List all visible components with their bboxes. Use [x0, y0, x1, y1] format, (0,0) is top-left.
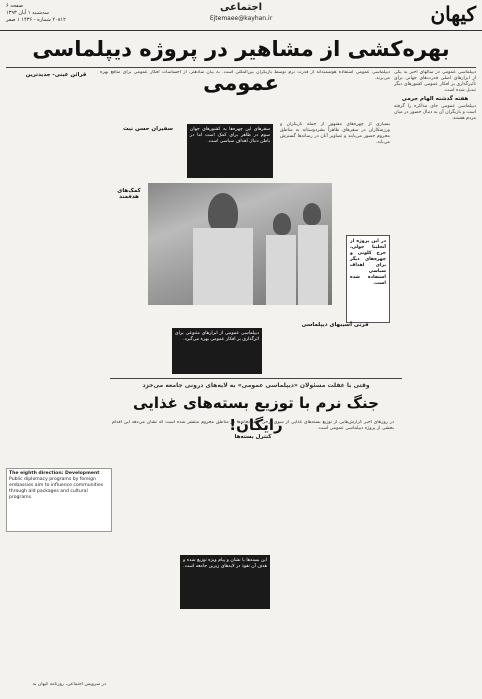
- article2-box: [180, 555, 270, 609]
- article1-subhead3: قرنی آسیبهای دیپلماسی: [301, 322, 369, 328]
- issue-date: سه‌شنبه ۱ آبان ۱۳۹۳: [6, 10, 49, 16]
- page-number: صفحه ۶: [6, 3, 23, 9]
- photo-child: [303, 203, 321, 225]
- quote-dark-text: دیپلماسی عمومی از ابزارهای متنوعی برای اثرگذاری بر افکار عمومی بهره می‌گیرد.: [175, 331, 259, 342]
- left-column: [6, 70, 106, 370]
- article1-intro: [100, 70, 390, 120]
- left-column-footer: [6, 682, 106, 694]
- article1-column-c: [112, 124, 184, 180]
- article1-subhead2: کمک‌های هدفمند: [117, 188, 141, 200]
- divider: [6, 67, 476, 68]
- masthead: [0, 0, 482, 31]
- article1-column-a: [280, 122, 390, 182]
- article2-box-text: این بسته‌ها با نشان و پیام ویژه توزیع شده و هدف آن نفوذ در لایه‌های زیرین جامعه است.: [183, 558, 267, 569]
- left-column-footer-text: در سرویس اجتماعی، روزنامه کیهان به: [32, 682, 106, 687]
- pull-quote-right: [346, 235, 390, 323]
- right-column: [394, 70, 476, 380]
- photo-figure-clothing: [193, 228, 253, 305]
- pull-quote-right-text: در این پروژه از آنجلینا جولی، جرج کلونی و چهره‌های دیگر برای اهداف سیاسی استفاده شده است.: [350, 239, 386, 286]
- photo-child-clothing: [266, 235, 296, 305]
- caption-dark-box: [187, 124, 273, 178]
- english-box-title: The eighth direction: Development: [9, 471, 100, 476]
- article1-photo: [148, 183, 332, 305]
- article1-column-d: [112, 186, 146, 306]
- quote-dark-box: [172, 328, 262, 374]
- caption-dark-text: سفرهای این چهره‌ها به کشورهای جهان سوم در ظاهر برای کمک است اما در باطن دنبال اهداف سیاسی است.: [190, 127, 270, 144]
- divider: [110, 378, 402, 379]
- left-column-subhead: قرائن عینی- جدیدترین: [25, 72, 87, 78]
- article1-subhead1: سفیران حسن نیت: [122, 126, 174, 132]
- article1-body: بسیاری از چهره‌های مشهور از جمله بازیگران و ورزشکاران در سفرهای ظاهراً بشردوستانه به مناطق محروم حضور می‌یابند و تصاویر آنان در رسانه‌ها گسترش می‌یابد.: [280, 122, 390, 145]
- article2-headline: جنگ نرم با توزیع بسته‌های غذایی رایگان!: [133, 394, 379, 434]
- article1-column-e: [280, 320, 390, 370]
- article1-headline: بهره‌کشی از مشاهیر در پروژه دیپلماسی عمومی: [32, 37, 450, 95]
- issue-info: [6, 3, 66, 24]
- english-box-body: Public diplomacy programs by foreign embassies aim to influence communities through aid packages and cultural programs.: [9, 477, 104, 500]
- photo-figure: [208, 193, 238, 233]
- section-title: اجتماعی: [219, 2, 263, 13]
- photo-child-clothing: [298, 225, 328, 305]
- english-box: [6, 468, 112, 532]
- right-column-subhead: هفته گذشته الهام جرمی: [401, 96, 469, 102]
- article2-text: در روزهای اخیر گزارش‌هایی از توزیع بسته‌های غذایی از سوی برخی سفارتخانه‌ها در مناطق محروم منتشر شده است که نشان می‌دهد این اقدام بخشی از پروژه دیپلماسی عمومی است.: [112, 420, 394, 431]
- photo-child: [273, 213, 291, 235]
- section-email: Ejtemaee@kayhan.ir: [209, 15, 273, 22]
- article2-subhead: کنترل بسته‌ها: [234, 434, 272, 440]
- issue-number: ۲۰۸۱۲ شماره - ۱۴۳۶ ۱ صفر: [6, 17, 66, 23]
- article1-intro-text: دیپلماسی عمومی استفاده هوشمندانه از قدرت نرم توسط بازیگران بین‌المللی است. به بیان سادهتر، از احساسات افکار عمومی برای منافع بهره می‌برند.: [100, 70, 390, 81]
- right-column-text: دیپلماسی عمومی در سالهای اخیر به یکی از ابزارهای اصلی قدرت‌های جهانی برای تأثیرگذاری بر افکار عمومی کشورهای دیگر تبدیل شده است.: [394, 70, 476, 93]
- article2-kicker: وقتی با غفلت مسئولان «دیپلماسی عمومی» به لایه‌های درونی جامعه می‌خزد: [142, 382, 370, 389]
- newspaper-logo: کیهان: [430, 2, 476, 26]
- right-column-text-bottom: دیپلماسی عمومی جای مذاکره را گرفته است و بازیگران آن به دنبال حضور در میان مردم هستند.: [394, 104, 476, 121]
